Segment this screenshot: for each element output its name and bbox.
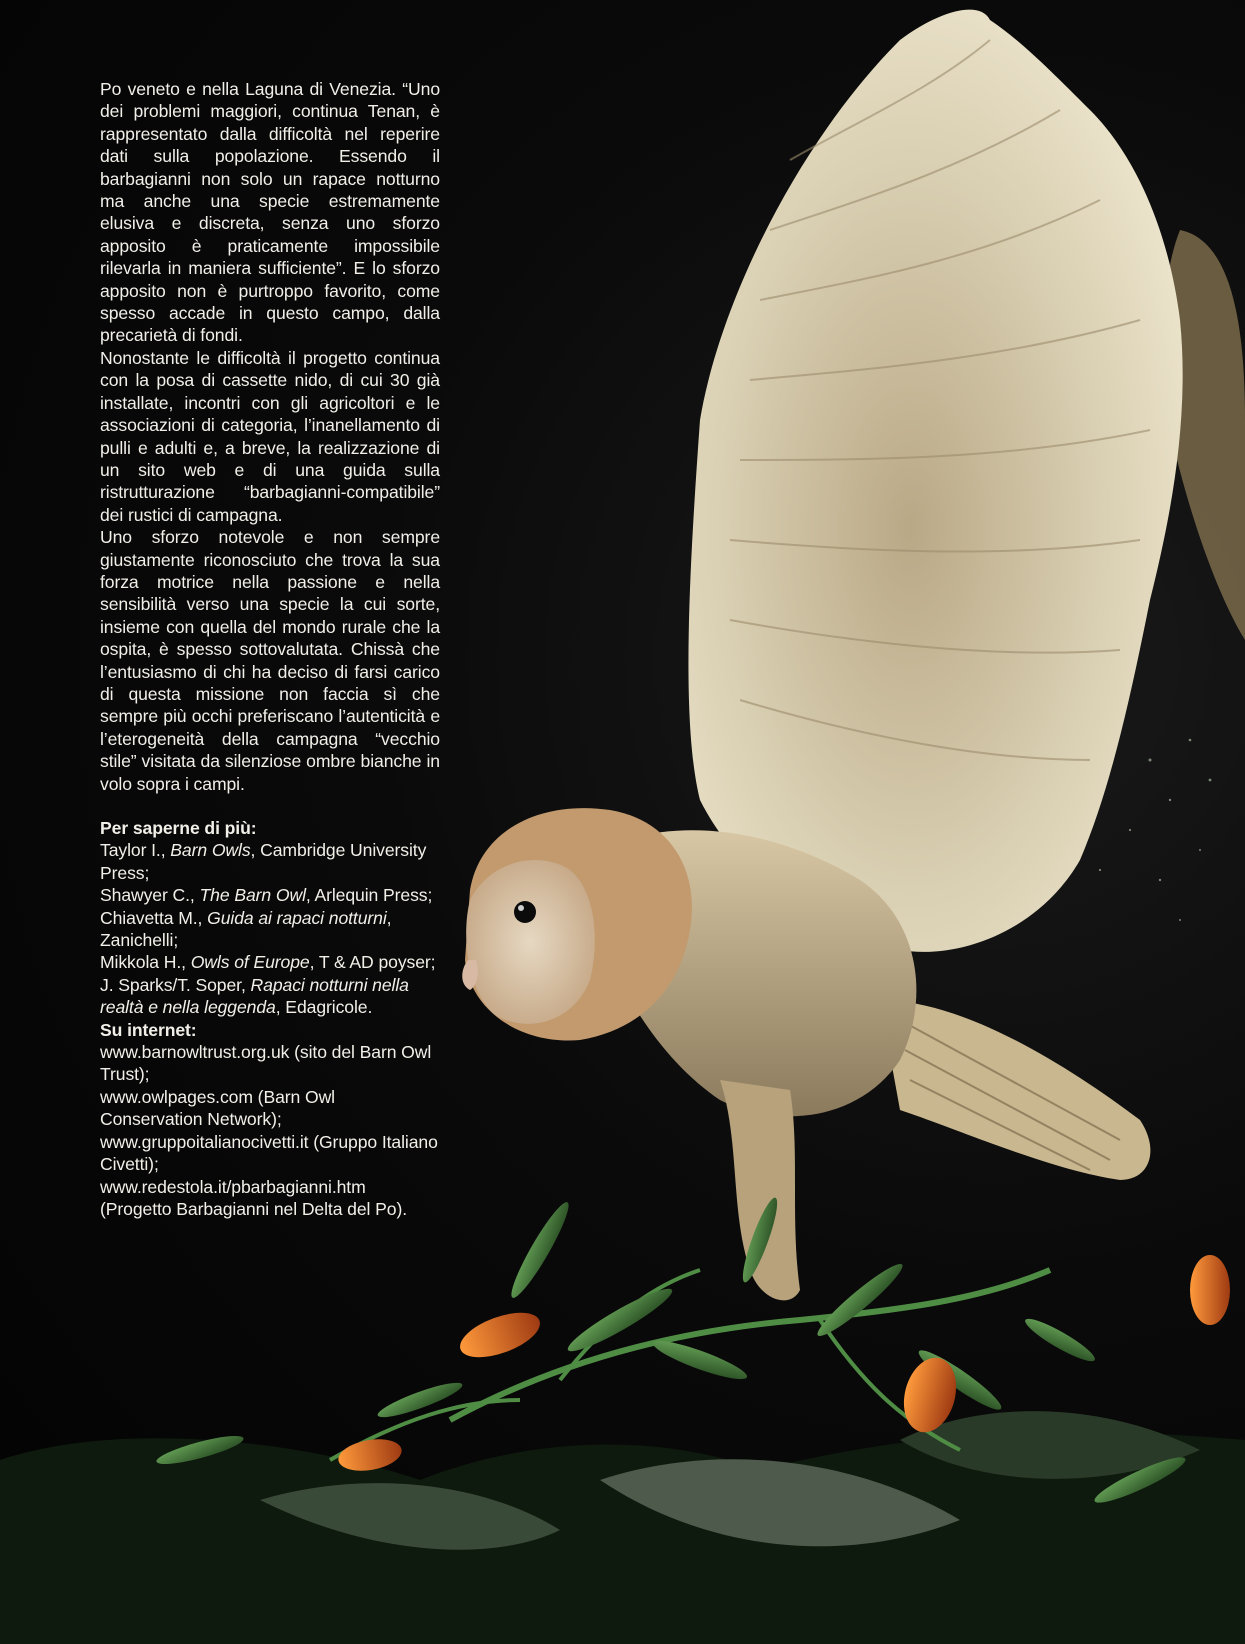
- owl-face: [466, 860, 595, 1024]
- reference-book: Mikkola H., Owls of Europe, T & AD poyser;: [100, 952, 436, 973]
- owl-tail: [880, 1000, 1150, 1180]
- internet-link[interactable]: www.gruppoitalianocivetti.it (Gruppo Italiano Civetti);: [100, 1131, 438, 1175]
- internet-link[interactable]: www.barnowltrust.org.uk (sito del Barn Owl Trust);: [100, 1042, 432, 1085]
- article-body: [100, 78, 440, 795]
- reference-book: Chiavetta M., Guida ai rapaci notturni, Zanichelli;: [100, 907, 392, 951]
- internet-link[interactable]: www.owlpages.com (Barn Owl Conservation Network);: [100, 1086, 335, 1130]
- reference-book: Shawyer C., The Barn Owl, Arlequin Press;: [100, 885, 433, 906]
- references-heading: Per saperne di più:: [100, 818, 257, 838]
- owl-wing: [688, 10, 1182, 952]
- flower: [454, 1304, 545, 1367]
- reference-book: Taylor I., Barn Owls, Cambridge University Press;: [100, 840, 427, 883]
- internet-link[interactable]: www.redestola.it/pbarbagianni.htm (Progetto Barbagianni nel Delta del Po).: [100, 1176, 408, 1219]
- paragraph-3: Uno sforzo notevole e non sempre giustamente riconosciuto che trova la sua forza motrice nella passione e nella sensibilità verso una specie la cui sorte, insieme con quella del mondo rurale che la ospita, è spesso sottovalutata. Chissà che l’entusiasmo di chi ha deciso di farsi carico di questa missione non faccia sì che sempre più occhi preferiscano l’autenticità e l’eterogeneità della campagna “vecchio stile” visitata da silenziose ombre bianche in volo sopra i campi.: [100, 527, 440, 794]
- reference-book: J. Sparks/T. Soper, Rapaci notturni nella realtà e nella leggenda, Edagricole.: [100, 974, 409, 1018]
- internet-heading: Su internet:: [100, 1019, 197, 1040]
- article-text-column: [100, 78, 440, 1220]
- references-section: [100, 817, 440, 1220]
- paragraph-1: Po veneto e nella Laguna di Venezia. “Uno dei problemi maggiori, continua Tenan, è rappresentato dalla difficoltà nel reperire dati sulla popolazione. Essendo il barbagianni non solo un rapace notturno ma anche una specie estremamente elusiva e discreta, senza uno sforzo apposito è praticamente impossibile rilevarla in maniera sufficiente”. E lo sforzo apposito non è purtroppo favorito, come spesso accade in questo campo, dalla precarietà di fondi.: [100, 79, 440, 346]
- owl-eye: [514, 901, 536, 923]
- owl-legs: [720, 1080, 800, 1300]
- flower: [1190, 1255, 1230, 1325]
- foliage: [0, 1195, 1245, 1644]
- paragraph-2: Nonostante le difficoltà il progetto continua con la posa di cassette nido, di cui 30 già installate, incontri con gli agricoltori e le associazioni di categoria, l’inanellamento di pulli e adulti e, a breve, la realizzazione di un sito web e di una guida sulla ristrutturazione “barbagianni-compatibile” dei rustici di campagna.: [100, 347, 440, 525]
- internet-links: [100, 1041, 440, 1220]
